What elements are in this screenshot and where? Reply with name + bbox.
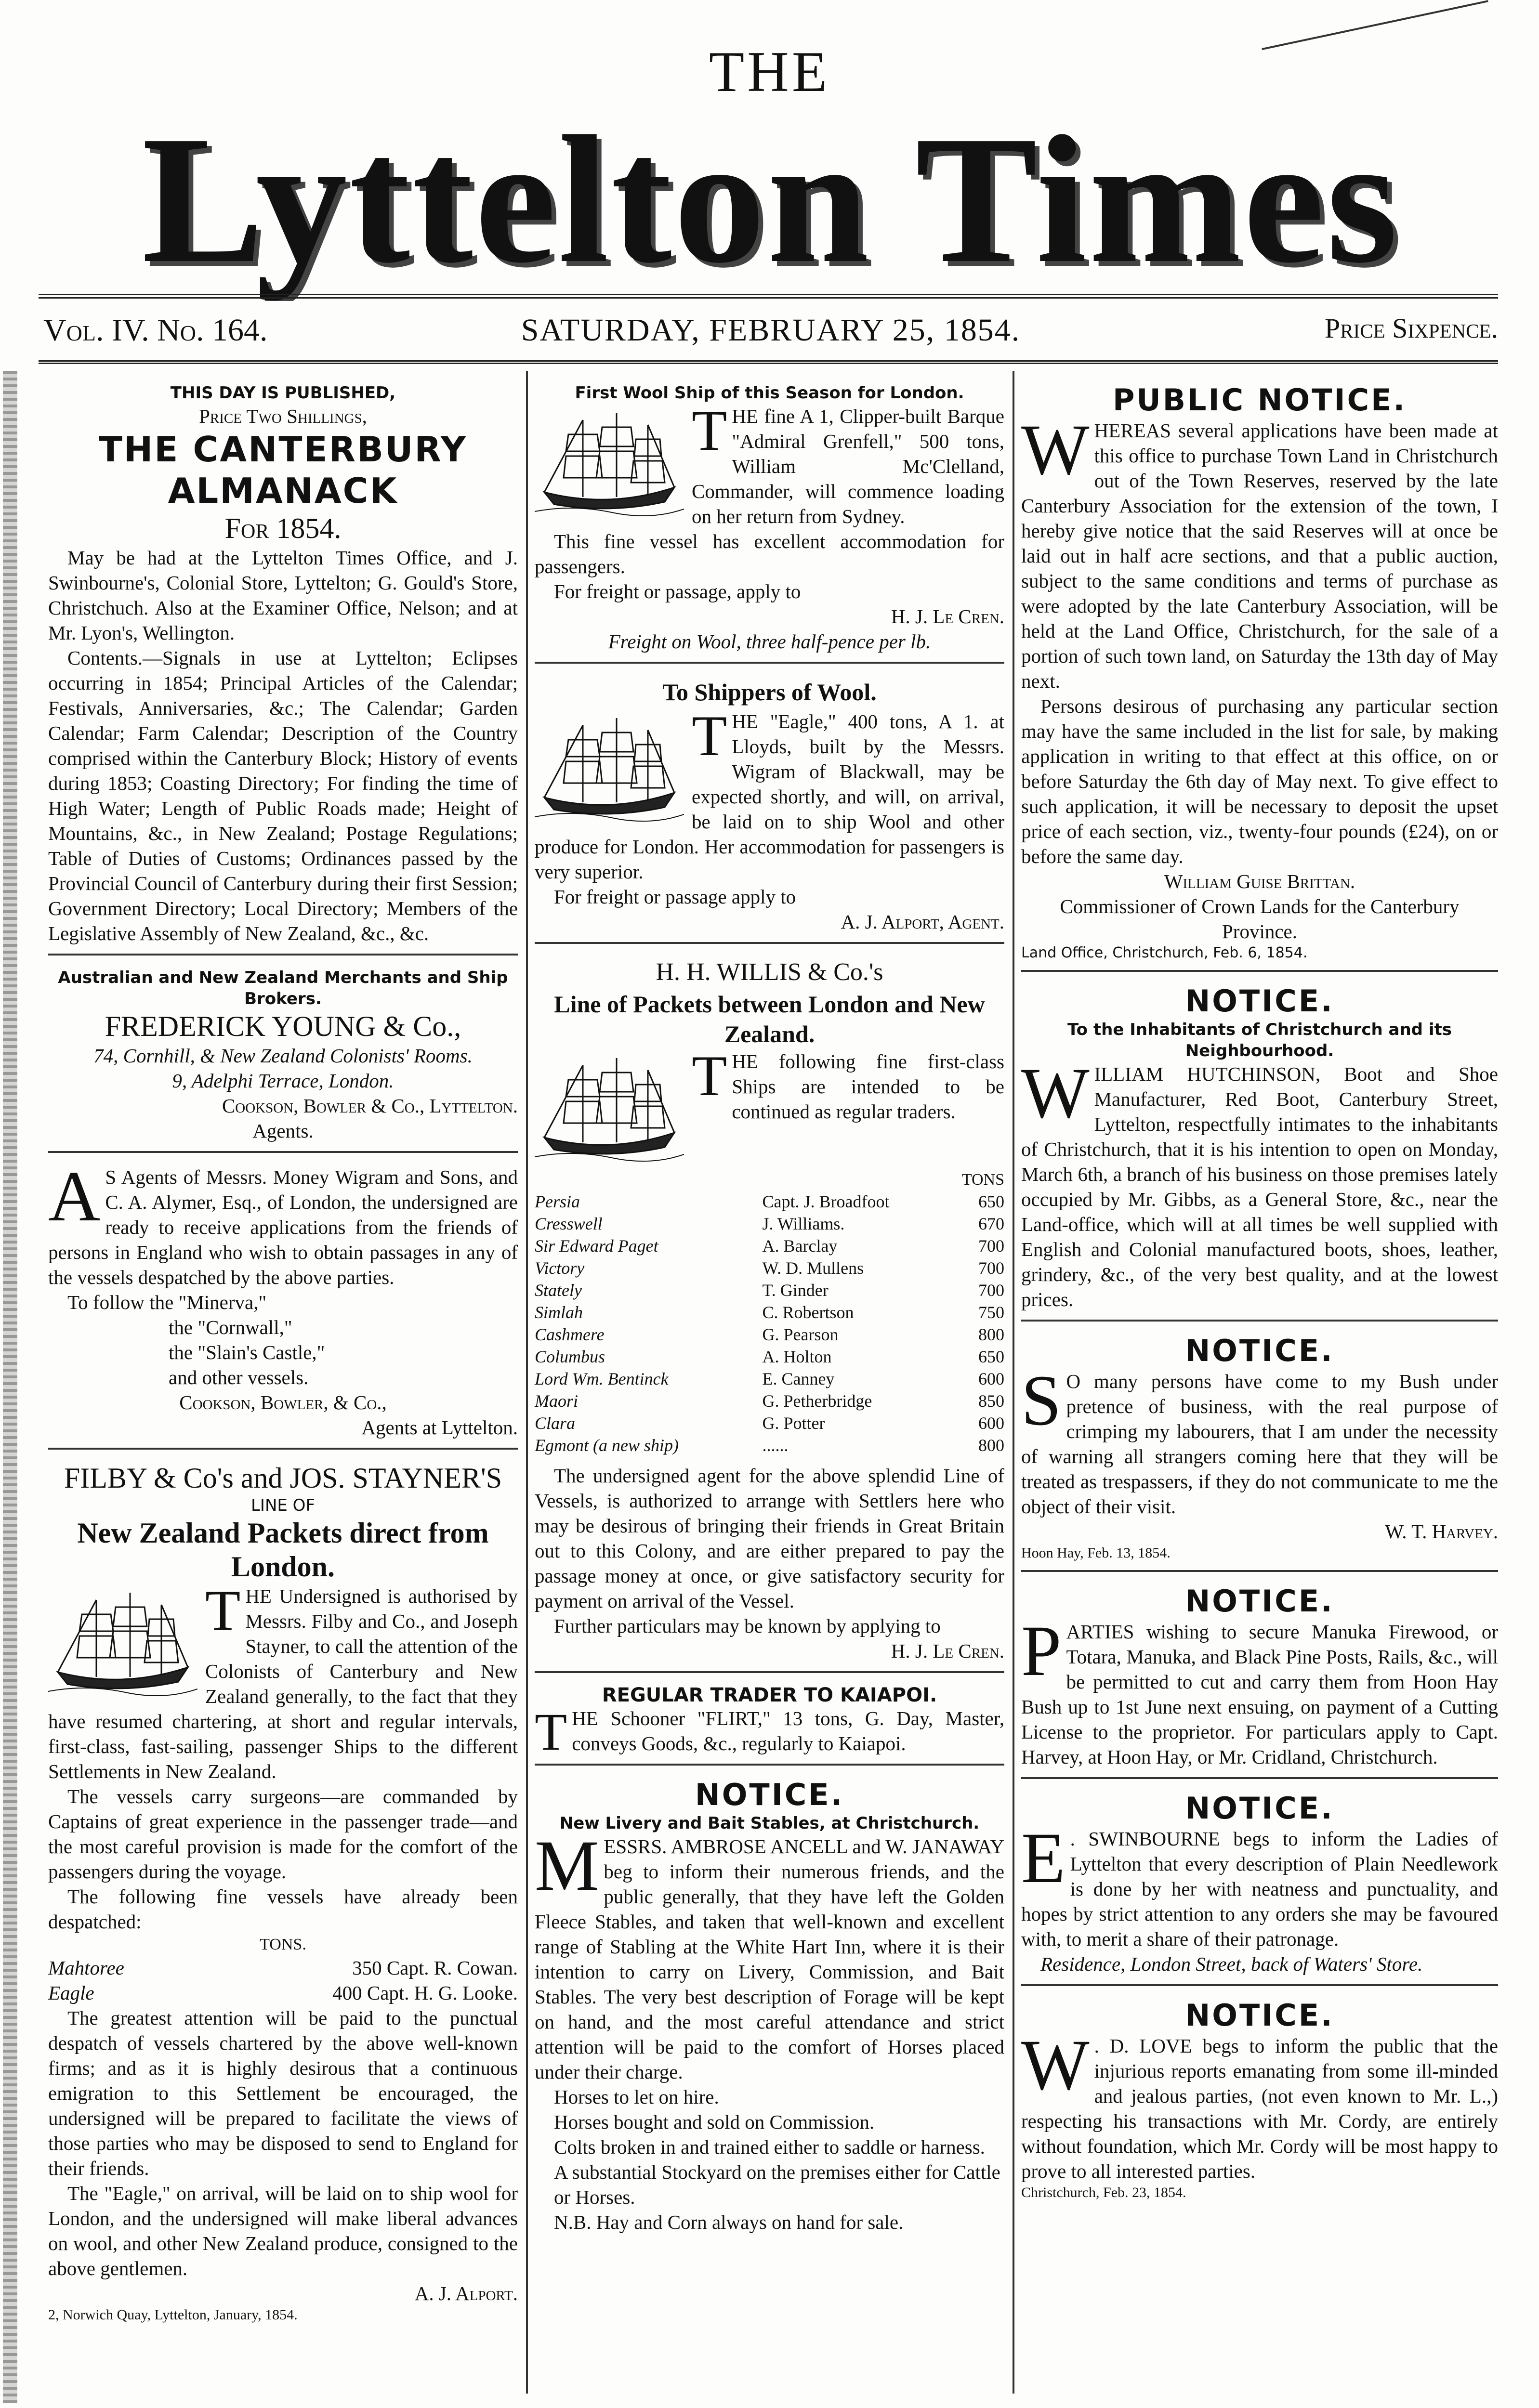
drop-cap: W [1021, 1053, 1090, 1133]
notice-heading: PUBLIC NOTICE. [1112, 382, 1407, 418]
drop-cap: E [1021, 1818, 1065, 1898]
firm-agents-label: Agents. [252, 1120, 314, 1142]
drop-cap: W [1021, 410, 1090, 490]
ad-almanack [48, 376, 518, 955]
ship-captain: Capt. J. Broadfoot [762, 1192, 890, 1211]
notice-heading: NOTICE. [1185, 1333, 1334, 1368]
drop-cap: P [1021, 1611, 1062, 1691]
ad-body: O many persons have come to my Bush under pretence of business, with the real purpose of crimping my labourers, that I am under the necessity of warning all strangers coming here that they will be treated as trespassers, if they do not communicate to me the object of their visit. [1021, 1370, 1498, 1518]
scan-edge [3, 371, 17, 2403]
ad-body: Further particulars may be known by applying to [554, 1615, 941, 1637]
column-3 [1021, 376, 1498, 2214]
ad-frederick-young [48, 960, 518, 1153]
ship-table-row [535, 1434, 1004, 1456]
ship-captain: E. Canney [762, 1369, 835, 1388]
ship-tons: 650 [978, 1347, 1004, 1366]
ad-heading: Australian and New Zealand Merchants and Ship Brokers. [58, 968, 508, 1008]
ad-body: HE fine A 1, Clipper-built Barque "Admiral Grenfell," 500 tons, William Mc'Clelland, Commander, will commence loading on her return from Sydney. [692, 405, 1004, 527]
masthead-title: Lyttelton Times [142, 99, 1400, 301]
ship-tons: 700 [978, 1258, 1004, 1278]
ad-year: For 1854. [224, 512, 342, 544]
ship-tons: 800 [978, 1436, 1004, 1455]
ship-captain: G. Pearson [762, 1325, 839, 1344]
service-line: Horses to let on hire. [554, 2086, 719, 2108]
drop-cap: A [48, 1156, 101, 1236]
ad-signature: H. J. Le Cren. [891, 1640, 1004, 1662]
ad-signature: Agents at Lyttelton. [361, 1416, 518, 1439]
ship-list [48, 1955, 518, 2005]
notice-heading: NOTICE. [1185, 983, 1334, 1019]
vessel-line: and other vessels. [169, 1366, 309, 1388]
ad-subheading: Price Two Shillings, [199, 405, 367, 427]
ad-body: HE Schooner "FLIRT," 13 tons, G. Day, Master, conveys Goods, &c., regularly to Kaiapoi. [572, 1707, 1004, 1754]
tons-header: TONS. [260, 1936, 306, 1953]
drop-cap: T [692, 704, 727, 768]
ship-name: Maori [535, 1391, 578, 1411]
ship-name: Stately [535, 1281, 582, 1300]
ad-hutchinson [1021, 977, 1498, 1322]
ship-tons: 670 [978, 1214, 1004, 1233]
ship-tons: 600 [978, 1413, 1004, 1433]
tons-header: TONS [961, 1171, 1004, 1189]
ship-name: Clara [535, 1413, 576, 1433]
ad-heading: To Shippers of Wool. [662, 679, 877, 706]
ship-detail: 400 Capt. H. G. Looke. [332, 1982, 518, 2004]
ad-date: Hoon Hay, Feb. 13, 1854. [1021, 1545, 1171, 1561]
dateline [43, 312, 1498, 355]
issue-date: SATURDAY, FEBRUARY 25, 1854. [521, 313, 1021, 348]
ad-body: ARTIES wishing to secure Manuka Firewood, or Totara, Manuka, and Black Pine Posts, Rails, &c., will be permitted to cut and carry them from Hoon Hay Bush up to 1st June next ensuing, on payment of a Cutting License to the proprietor. For particulars apply to Capt. Harvey, at Hoon Hay, or Mr. Cridland, Christchurch. [1021, 1621, 1498, 1768]
drop-cap: T [692, 398, 727, 462]
ad-date: Christchurch, Feb. 23, 1854. [1021, 2185, 1186, 2200]
ship-captain: J. Williams. [762, 1214, 845, 1233]
ship-tons: 750 [978, 1303, 1004, 1322]
ship-detail: 350 Capt. R. Cowan. [352, 1957, 518, 1979]
ship-table-row [535, 1257, 1004, 1279]
ship-row [48, 1955, 518, 1980]
vessel-line: the "Slain's Castle," [169, 1341, 325, 1363]
ad-signature: Commissioner of Crown Lands for the Canterbury Province. [1060, 895, 1460, 942]
ad-body: For freight or passage, apply to [554, 580, 801, 602]
ad-shippers-of-wool [535, 668, 1004, 944]
sailing-ship-icon [48, 1585, 197, 1701]
service-line: N.B. Hay and Corn always on hand for sale. [554, 2211, 904, 2233]
ad-signature: William Guise Brittan. [1164, 870, 1355, 892]
notice-heading: NOTICE. [695, 1777, 844, 1812]
ship-name: Sir Edward Paget [535, 1236, 658, 1256]
ad-signature: A. J. Alport, Agent. [841, 911, 1004, 933]
ad-heading: THIS DAY IS PUBLISHED, [170, 383, 396, 403]
ad-residence: Residence, London Street, back of Waters' Store. [1040, 1953, 1423, 1975]
ship-table-row [535, 1346, 1004, 1368]
ad-subheading: LINE OF [250, 1496, 315, 1515]
ship-name: Egmont (a new ship) [535, 1436, 679, 1455]
ad-body: The undersigned agent for the above splendid Line of Vessels, is authorized to arrange with Settlers here who may be desirous of bringing their friends in Great Britain out to this Colony, and are either prepared to pay the passage money at once, or give satisfactory security for payment on arrival of the Vessel. [535, 1465, 1004, 1612]
ad-first-wool-ship [535, 376, 1004, 664]
ship-name: Cashmere [535, 1325, 605, 1344]
ship-table-row [535, 1213, 1004, 1235]
ship-table-row [535, 1412, 1004, 1434]
ad-date: Land Office, Christchurch, Feb. 6, 1854. [1021, 944, 1308, 961]
ship-tons: 800 [978, 1325, 1004, 1344]
masthead-the: THE [709, 39, 830, 104]
vessel-line: To follow the "Minerva," [67, 1291, 267, 1313]
ship-tons: 650 [978, 1192, 1004, 1211]
firm-agent: Cookson, Bowler & Co., Lyttelton. [222, 1095, 518, 1117]
sailing-ship-icon [535, 711, 684, 826]
ad-heading: New Livery and Bait Stables, at Christchurch. [559, 1814, 980, 1833]
ad-body: HEREAS several applications have been made at this office to purchase Town Land in Christchurch out of the Town Reserves, reserved by the late Canterbury Association for the extension of the town, I hereby give notice that the said Reserves will at once be laid out in half acre sections, and that a public auction, subject to the same conditions and terms of purchase as were adopted by the late Canterbury Association, will be held at the Land Office, Christchurch, for the sale of a portion of such town land, on Saturday the 13th day of May next. [1021, 419, 1498, 692]
drop-cap: T [692, 1044, 727, 1108]
ship-captain: W. D. Mullens [762, 1258, 864, 1278]
ad-signature: H. J. Le Cren. [891, 605, 1004, 628]
ship-table [535, 1191, 1004, 1456]
ship-name: Eagle [48, 1982, 94, 2004]
ad-title: Line of Packets between London and New Zealand. [554, 991, 985, 1047]
ad-signature: A. J. Alport. [414, 2282, 518, 2304]
ad-livery-stables [535, 1770, 1004, 2242]
ship-table-row [535, 1191, 1004, 1213]
ad-body: This fine vessel has excellent accommodation for passengers. [535, 530, 1004, 577]
ad-title: New Zealand Packets direct from London. [77, 1517, 489, 1583]
ad-body: ESSRS. AMBROSE ANCELL and W. JANAWAY beg to inform their numerous friends, and the public generally, that they have left the Golden Fleece Stables, and taken that well-known and excellent range of Stabling at the White Hart Inn, where it is their intention to carry on Livery, Commission, and Bait Stables. The very best description of Forage will be kept on hand, and the most careful attendance and strict attention will be paid to the comfort of Horses placed under their charge. [535, 1835, 1004, 2083]
ship-captain: G. Petherbridge [762, 1391, 872, 1411]
ad-filby-stayner [48, 1454, 518, 2332]
ship-name: Victory [535, 1258, 585, 1278]
ship-tons: 700 [978, 1281, 1004, 1300]
ad-body: The greatest attention will be paid to the punctual despatch of vessels chartered by the above well-known firms; and as it is highly desirous that a continuous emigration to this Settlement be encouraged, the undersigned will be prepared to facilitate the views of those parties who may be disposed to send to England for their friends. [48, 2007, 518, 2179]
ad-body: . D. LOVE begs to inform the public that the injurious reports emanating from some ill-minded and jealous parties, (not even known to Mr. L.,) respecting his transactions with Mr. Cordy, are entirely without foundation, which Mr. Cordy will be most happy to prove to all interested parties. [1021, 2035, 1498, 2182]
ad-title: THE CANTERBURY ALMANACK [98, 429, 468, 511]
vessel-line: the "Cornwall," [169, 1316, 292, 1338]
ad-heading: First Wool Ship of this Season for London. [575, 383, 964, 403]
ad-signature: W. T. Harvey. [1385, 1520, 1498, 1543]
firm-name: FREDERICK YOUNG & Co., [105, 1010, 461, 1042]
ad-body: The following fine vessels have already been despatched: [48, 1885, 518, 1933]
ad-body: HE "Eagle," 400 tons, A 1. at Lloyds, built by the Messrs. Wigram of Blackwall, may be expected shortly, and will, on arrival, be laid on to ship Wool and other produce for London. Her accommodation for passengers is very superior. [535, 710, 1004, 883]
ad-body: The vessels carry surgeons—are commanded by Captains of great experience in the passenger trade—and the most careful provision is made for the comfort of the passengers during the voyage. [48, 1785, 518, 1883]
service-line: Horses bought and sold on Commission. [554, 2111, 875, 2133]
sailing-ship-icon [535, 1051, 684, 1166]
drop-cap: S [1021, 1361, 1062, 1440]
drop-cap: M [535, 1826, 599, 1906]
ad-heading: H. H. WILLIS & Co.'s [656, 958, 883, 986]
ad-willis-packets [535, 949, 1004, 1673]
notice-heading: NOTICE. [1185, 1584, 1334, 1619]
column-rule [526, 371, 528, 2394]
ship-table-row [535, 1235, 1004, 1257]
service-line: Colts broken in and trained either to saddle or harness. [554, 2136, 985, 2158]
ad-harvey [1021, 1326, 1498, 1572]
ship-name: Cresswell [535, 1214, 603, 1233]
ship-captain: A. Holton [762, 1347, 832, 1366]
ad-heading: FILBY & Co's and JOS. STAYNER'S [64, 1462, 502, 1494]
ad-body: Persons desirous of purchasing any particular section may have the same included in the list for sale, by making application in writing to that effect at this office, on or before Saturday the 6th day of May next. To give effect to such application, it will be necessary to deposit the upset price of each section, viz., twenty-four pounds (£24), on or before the same day. [1021, 695, 1498, 867]
ad-body: HE Undersigned is authorised by Messrs. Filby and Co., and Joseph Stayner, to call the attention of the Colonists of Canterbury and New Zealand generally, to the fact that they have resumed chartering, at short and regular intervals, first-class, fast-sailing, passenger Ships to the different Settlements in New Zealand. [48, 1585, 518, 1782]
ship-tons: 700 [978, 1236, 1004, 1256]
ad-date: 2, Norwich Quay, Lyttelton, January, 1854. [48, 2307, 298, 2323]
ad-kaiapoi-trader [535, 1678, 1004, 1766]
ad-body: ILLIAM HUTCHINSON, Boot and Shoe Manufacturer, Red Boot, Canterbury Street, Lyttelton, respectfully intimates to the inhabitants of Christchurch, that it is his intention to open on Monday, March 6th, a branch of his business on those premises lately occupied by Mr. Gibbs, as a General Store, &c., near the Land-office, which will at all times be well supplied with English and Colonial manufactured boots, shoes, leather, grindery, &c., of the very best quality, and at the lowest prices. [1021, 1063, 1498, 1310]
ad-body: May be had at the Lyttelton Times Office, and J. Swinbourne's, Colonial Store, Lyttelton; G. Gould's Store, Christchuch. Also at the Examiner Office, Nelson; and at Mr. Lyon's, Wellington. [48, 547, 518, 644]
ship-table-row [535, 1279, 1004, 1301]
firm-address: 74, Cornhill, & New Zealand Colonists' Rooms. [93, 1045, 473, 1067]
volume-number: Vol. IV. No. 164. [43, 313, 268, 348]
ship-captain: T. Ginder [762, 1281, 829, 1300]
ship-tons: 850 [978, 1391, 1004, 1411]
column-2 [535, 376, 1004, 2247]
drop-cap: T [205, 1578, 241, 1642]
ad-body: . SWINBOURNE begs to inform the Ladies of Lyttelton that every description of Plain Needlework is done by her with neatness and punctuality, and hopes by strict attention to any orders she may be favoured with, to merit a share of their patronage. [1021, 1828, 1498, 1950]
issue-price: Price Sixpence. [1324, 313, 1498, 344]
ship-table-row [535, 1390, 1004, 1412]
ship-table-row [535, 1368, 1004, 1390]
service-line: A substantial Stockyard on the premises either for Cattle or Horses. [554, 2161, 1000, 2208]
ship-name: Persia [535, 1192, 580, 1211]
freight-note: Freight on Wool, three half-pence per lb. [608, 630, 931, 653]
ad-body: HE following fine first-class Ships are intended to be continued as regular traders. [732, 1050, 1004, 1123]
ad-heading: To the Inhabitants of Christchurch and its Neighbourhood. [1067, 1020, 1452, 1060]
notice-heading: NOTICE. [1185, 1791, 1334, 1826]
ad-money-wigram [48, 1158, 518, 1450]
ship-table-row [535, 1301, 1004, 1323]
ship-tons: 600 [978, 1369, 1004, 1388]
column-1 [48, 376, 518, 2337]
sailing-ship-icon [535, 406, 684, 521]
ship-captain: C. Robertson [762, 1303, 854, 1322]
column-rule [1013, 371, 1014, 2394]
ad-manuka [1021, 1577, 1498, 1779]
ad-contents: Contents.—Signals in use at Lyttelton; Eclipses occurring in 1854; Principal Articles of the Calendar; Festivals, Anniversaries, &c.; The Calendar; Garden Calendar; Farm Calendar; Description of the Country comprised within the Canterbury Block; History of events during 1853; Coasting Directory; For finding the time of High Water; Length of Public Roads made; Height of Mountains, &c., in New Zealand; Postage Regulations; Table of Duties of Customs; Ordinances passed by the Provincial Council of Canterbury during their first Session; Government Directory; Local Directory; Members of the Legislative Assembly of New Zealand, &c., &c. [48, 647, 518, 944]
drop-cap: W [1021, 2025, 1090, 2105]
ad-body: The "Eagle," on arrival, will be laid on to ship wool for London, and the undersigned will make liberal advances on wool, and other New Zealand produce, consigned to the above gentlemen. [48, 2182, 518, 2279]
ship-name: Mahtoree [48, 1957, 124, 1979]
ship-captain: A. Barclay [762, 1236, 838, 1256]
ship-captain: G. Potter [762, 1413, 825, 1433]
ship-name: Lord Wm. Bentinck [535, 1369, 669, 1388]
masthead-rule-top [39, 294, 1498, 299]
ad-public-notice [1021, 376, 1498, 972]
drop-cap: T [535, 1702, 567, 1761]
ad-heading: REGULAR TRADER TO KAIAPOI. [602, 1684, 937, 1706]
ship-table-row [535, 1323, 1004, 1346]
ship-captain: ...... [762, 1436, 789, 1455]
ad-signature: Cookson, Bowler, & Co., [179, 1391, 387, 1413]
ad-love [1021, 1991, 1498, 2210]
notice-heading: NOTICE. [1185, 1998, 1334, 2033]
ship-name: Columbus [535, 1347, 605, 1366]
ship-name: Simlah [535, 1303, 583, 1322]
ad-body: For freight or passage apply to [554, 886, 796, 908]
masthead-rule-bottom [39, 360, 1498, 364]
ad-swinbourne [1021, 1784, 1498, 1986]
ship-row [48, 1980, 518, 2005]
ad-body: S Agents of Messrs. Money Wigram and Sons, and C. A. Alymer, Esq., of London, the undersigned are ready to receive applications from the friends of persons in England who wish to obtain passages in any of the vessels despatched by the above parties. [48, 1166, 518, 1288]
firm-address: 9, Adelphi Terrace, London. [172, 1070, 394, 1092]
